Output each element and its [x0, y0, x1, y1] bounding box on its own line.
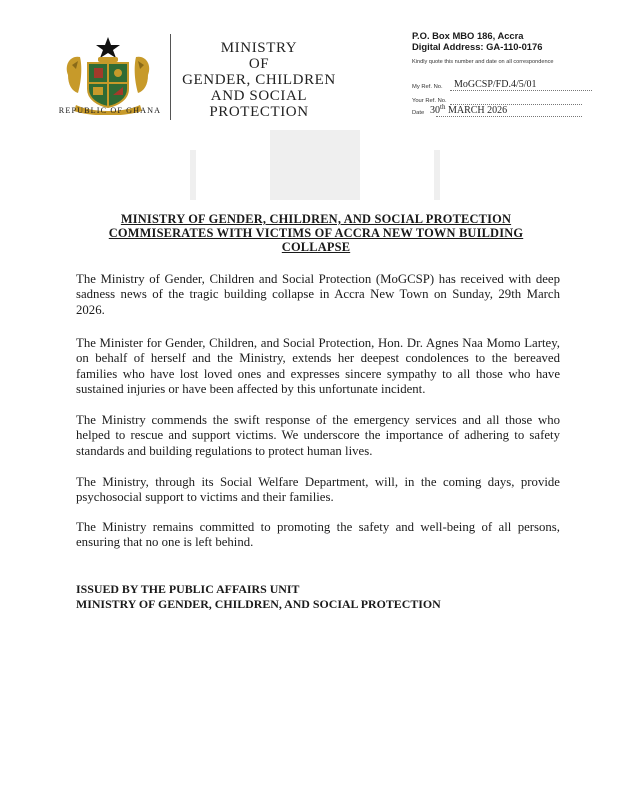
issued-by-block: [76, 582, 560, 612]
date-day: 30: [430, 105, 440, 116]
issued-by-line: MINISTRY OF GENDER, CHILDREN, AND SOCIAL PROTECTION: [76, 597, 441, 611]
my-ref-rule: [450, 90, 592, 91]
ministry-line: GENDER, CHILDREN: [182, 72, 336, 88]
headline-line: MINISTRY OF GENDER, CHILDREN, AND SOCIAL PROTECTION: [120, 212, 512, 226]
ministry-line: PROTECTION: [209, 104, 309, 120]
your-ref-label: Your Ref. No.: [412, 98, 447, 104]
my-ref-value: MoGCSP/FD.4/5/01: [454, 79, 537, 90]
date-suffix: th: [440, 103, 446, 111]
date-row: [412, 104, 582, 118]
ministry-line: OF: [248, 56, 270, 72]
postal-address: P.O. Box MBO 186, Accra: [412, 30, 524, 41]
date-rule: [436, 116, 582, 117]
headline-line: COMMISERATES WITH VICTIMS OF ACCRA NEW TOWN BUILDING: [108, 226, 524, 240]
ghana-coat-of-arms-icon: [62, 35, 154, 115]
headline-line: COLLAPSE: [281, 240, 351, 254]
contact-block: [412, 30, 612, 67]
digital-address: Digital Address: GA-110-0176: [412, 41, 543, 52]
date-label: Date: [412, 110, 425, 116]
date-value: [430, 105, 507, 116]
body-paragraph: The Ministry commends the swift response of the emergency services and all those who helped to rescue and support victims. We underscore the importance of adhering to safety standards and building regulations to protect human lives.: [76, 413, 560, 458]
my-ref-label: My Ref. No.: [412, 84, 443, 90]
body-paragraph: The Ministry, through its Social Welfare Department, will, in the coming days, provide psychosocial support to victims and their families.: [76, 475, 560, 505]
letterhead-divider: [170, 34, 171, 120]
ministry-name: [180, 40, 338, 120]
issued-by-line: ISSUED BY THE PUBLIC AFFAIRS UNIT: [76, 582, 300, 596]
my-ref-row: [412, 78, 592, 92]
watermark-graphic: [150, 120, 480, 210]
quote-note: Kindly quote this number and date on all correspondence: [412, 59, 554, 65]
ministry-line: AND SOCIAL: [210, 88, 308, 104]
body-paragraph: The Ministry remains committed to promoting the safety and well-being of all persons, ensuring that no one is left behind.: [76, 520, 560, 550]
ministry-line: MINISTRY: [220, 40, 298, 56]
date-rest: MARCH 2026: [445, 105, 508, 116]
body-paragraph: The Minister for Gender, Children, and Social Protection, Hon. Dr. Agnes Naa Momo Lartey, on behalf of herself and the Ministry, extends her deepest condolences to the bereaved families who have lost loved ones and expresses sincere sympathy to all those who have sustained injuries or have been affected by this unfortunate incident.: [76, 336, 560, 396]
body-paragraph: The Ministry of Gender, Children and Social Protection (MoGCSP) has received with deep sadness news of the tragic building collapse in Accra New Town on Sunday, 29th March 2026.: [76, 272, 560, 317]
republic-label: REPUBLIC OF GHANA: [58, 106, 162, 115]
release-headline: [60, 212, 572, 254]
